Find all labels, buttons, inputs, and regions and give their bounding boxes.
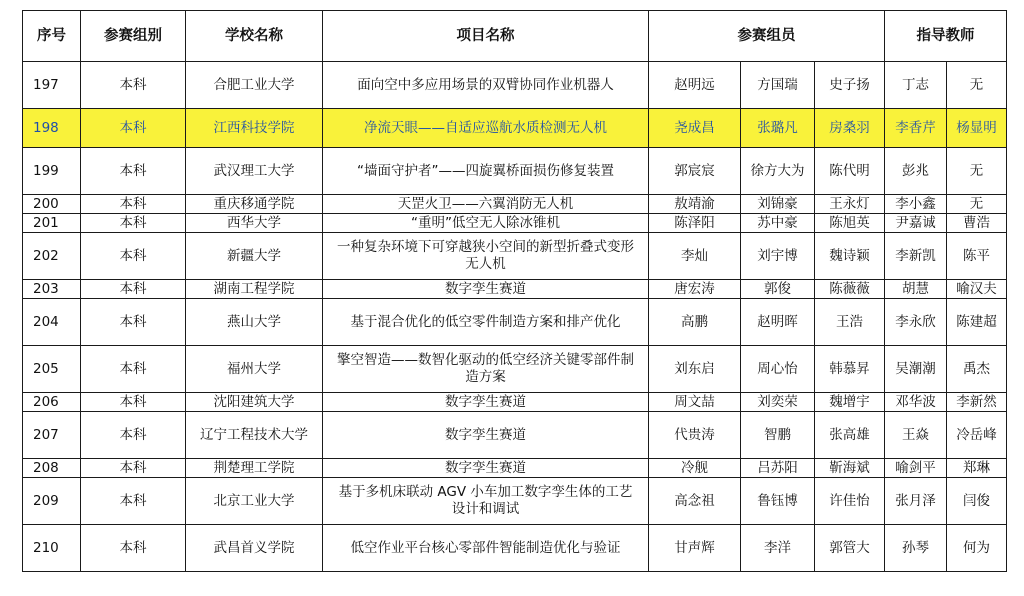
cell-school: 辽宁工程技术大学 [186,412,323,459]
cell-group: 本科 [81,393,186,412]
cell-school: 武昌首义学院 [186,525,323,572]
cell-member: 刘奕荣 [741,393,815,412]
cell-seq: 208 [23,459,81,478]
cell-advisor: 陈平 [947,233,1007,280]
cell-project: 净流天眼——自适应巡航水质检测无人机 [323,109,649,148]
cell-school: 荆楚理工学院 [186,459,323,478]
cell-member: 赵明远 [649,62,741,109]
cell-school: 武汉理工大学 [186,148,323,195]
cell-school: 西华大学 [186,214,323,233]
cell-school: 新疆大学 [186,233,323,280]
cell-advisor: 张月泽 [885,478,947,525]
results-table [22,10,1007,572]
cell-group: 本科 [81,299,186,346]
cell-school: 湖南工程学院 [186,280,323,299]
cell-advisor: 丁志 [885,62,947,109]
cell-group: 本科 [81,459,186,478]
cell-advisor: 吴潮潮 [885,346,947,393]
cell-project: 数字孪生赛道 [323,393,649,412]
cell-seq: 206 [23,393,81,412]
cell-seq: 201 [23,214,81,233]
cell-seq: 209 [23,478,81,525]
cell-member: 刘宇博 [741,233,815,280]
cell-project: 面向空中多应用场景的双臂协同作业机器人 [323,62,649,109]
cell-group: 本科 [81,148,186,195]
table-row [23,148,1007,195]
cell-member: 唐宏涛 [649,280,741,299]
cell-member: 魏增宇 [815,393,885,412]
table-row [23,412,1007,459]
cell-project: 基于多机床联动 AGV 小车加工数字孪生体的工艺设计和调试 [323,478,649,525]
cell-advisor: 何为 [947,525,1007,572]
cell-member: 苏中豪 [741,214,815,233]
header-group: 参赛组别 [81,11,186,62]
cell-advisor: 李新然 [947,393,1007,412]
cell-member: 李洋 [741,525,815,572]
cell-school: 江西科技学院 [186,109,323,148]
cell-advisor: 邓华波 [885,393,947,412]
cell-school: 福州大学 [186,346,323,393]
cell-group: 本科 [81,525,186,572]
cell-seq: 203 [23,280,81,299]
cell-member: 冷舰 [649,459,741,478]
cell-member: 赵明晖 [741,299,815,346]
cell-member: 陈泽阳 [649,214,741,233]
table-row [23,299,1007,346]
cell-advisor: 无 [947,195,1007,214]
cell-member: 鲁钰博 [741,478,815,525]
cell-advisor: 陈建超 [947,299,1007,346]
cell-member: 许佳怡 [815,478,885,525]
cell-group: 本科 [81,280,186,299]
cell-seq: 205 [23,346,81,393]
cell-member: 靳海斌 [815,459,885,478]
cell-project: “墙面守护者”——四旋翼桥面损伤修复装置 [323,148,649,195]
cell-school: 重庆移通学院 [186,195,323,214]
cell-project: 数字孪生赛道 [323,412,649,459]
cell-seq: 204 [23,299,81,346]
cell-advisor: 喻剑平 [885,459,947,478]
table-row [23,233,1007,280]
cell-advisor: 李香芹 [885,109,947,148]
cell-project: 一种复杂环境下可穿越狭小空间的新型折叠式变形无人机 [323,233,649,280]
cell-advisor: 无 [947,62,1007,109]
cell-seq: 199 [23,148,81,195]
cell-advisor: 李永欣 [885,299,947,346]
header-seq: 序号 [23,11,81,62]
cell-advisor: 喻汉夫 [947,280,1007,299]
cell-member: 李灿 [649,233,741,280]
cell-project: 天罡火卫——六翼消防无人机 [323,195,649,214]
header-row [23,11,1007,62]
cell-group: 本科 [81,478,186,525]
table-row [23,109,1007,148]
cell-member: 周文喆 [649,393,741,412]
cell-project: 基于混合优化的低空零件制造方案和排产优化 [323,299,649,346]
cell-advisor: 王焱 [885,412,947,459]
table-row [23,195,1007,214]
cell-seq: 198 [23,109,81,148]
cell-group: 本科 [81,412,186,459]
cell-project: 数字孪生赛道 [323,280,649,299]
cell-member: 陈代明 [815,148,885,195]
table-row [23,214,1007,233]
table-row [23,459,1007,478]
cell-school: 沈阳建筑大学 [186,393,323,412]
cell-member: 史子扬 [815,62,885,109]
document-page [22,10,1006,572]
cell-advisor: 李小鑫 [885,195,947,214]
table-row [23,62,1007,109]
cell-member: 张高雄 [815,412,885,459]
cell-school: 北京工业大学 [186,478,323,525]
cell-member: 王永灯 [815,195,885,214]
cell-member: 房桑羽 [815,109,885,148]
cell-member: 徐方大为 [741,148,815,195]
cell-advisor: 胡慧 [885,280,947,299]
cell-group: 本科 [81,109,186,148]
cell-school: 燕山大学 [186,299,323,346]
cell-group: 本科 [81,233,186,280]
cell-advisor: 曹浩 [947,214,1007,233]
cell-project: “重明”低空无人除冰锥机 [323,214,649,233]
cell-group: 本科 [81,195,186,214]
cell-project: 低空作业平台核心零部件智能制造优化与验证 [323,525,649,572]
cell-advisor: 孙琴 [885,525,947,572]
cell-group: 本科 [81,214,186,233]
cell-advisor: 禹杰 [947,346,1007,393]
cell-member: 刘锦豪 [741,195,815,214]
cell-member: 周心怡 [741,346,815,393]
header-members: 参赛组员 [649,11,885,62]
cell-member: 王浩 [815,299,885,346]
cell-member: 陈旭英 [815,214,885,233]
cell-member: 郭管大 [815,525,885,572]
cell-member: 魏诗颖 [815,233,885,280]
cell-advisor: 郑琳 [947,459,1007,478]
cell-member: 张璐凡 [741,109,815,148]
cell-seq: 207 [23,412,81,459]
cell-project: 擎空智造——数智化驱动的低空经济关键零部件制造方案 [323,346,649,393]
cell-advisor: 杨显明 [947,109,1007,148]
header-school: 学校名称 [186,11,323,62]
cell-member: 郭宸宸 [649,148,741,195]
cell-project: 数字孪生赛道 [323,459,649,478]
table-row [23,393,1007,412]
cell-advisor: 闫俊 [947,478,1007,525]
cell-member: 吕苏阳 [741,459,815,478]
header-project: 项目名称 [323,11,649,62]
cell-member: 尧成昌 [649,109,741,148]
header-advisors: 指导教师 [885,11,1007,62]
cell-group: 本科 [81,62,186,109]
cell-member: 方国瑞 [741,62,815,109]
cell-advisor: 尹嘉诚 [885,214,947,233]
cell-member: 刘东启 [649,346,741,393]
table-row [23,280,1007,299]
table-row [23,525,1007,572]
cell-advisor: 李新凯 [885,233,947,280]
cell-seq: 200 [23,195,81,214]
cell-seq: 197 [23,62,81,109]
cell-member: 郭俊 [741,280,815,299]
cell-member: 智鹏 [741,412,815,459]
table-body [23,62,1007,572]
cell-member: 陈薇薇 [815,280,885,299]
cell-member: 敖靖渝 [649,195,741,214]
cell-member: 高念祖 [649,478,741,525]
cell-advisor: 冷岳峰 [947,412,1007,459]
table-row [23,478,1007,525]
cell-member: 高鹏 [649,299,741,346]
cell-member: 甘声辉 [649,525,741,572]
table-row [23,346,1007,393]
cell-advisor: 无 [947,148,1007,195]
cell-advisor: 彭兆 [885,148,947,195]
cell-member: 韩慕昇 [815,346,885,393]
cell-seq: 202 [23,233,81,280]
cell-group: 本科 [81,346,186,393]
cell-seq: 210 [23,525,81,572]
cell-school: 合肥工业大学 [186,62,323,109]
cell-member: 代贵涛 [649,412,741,459]
